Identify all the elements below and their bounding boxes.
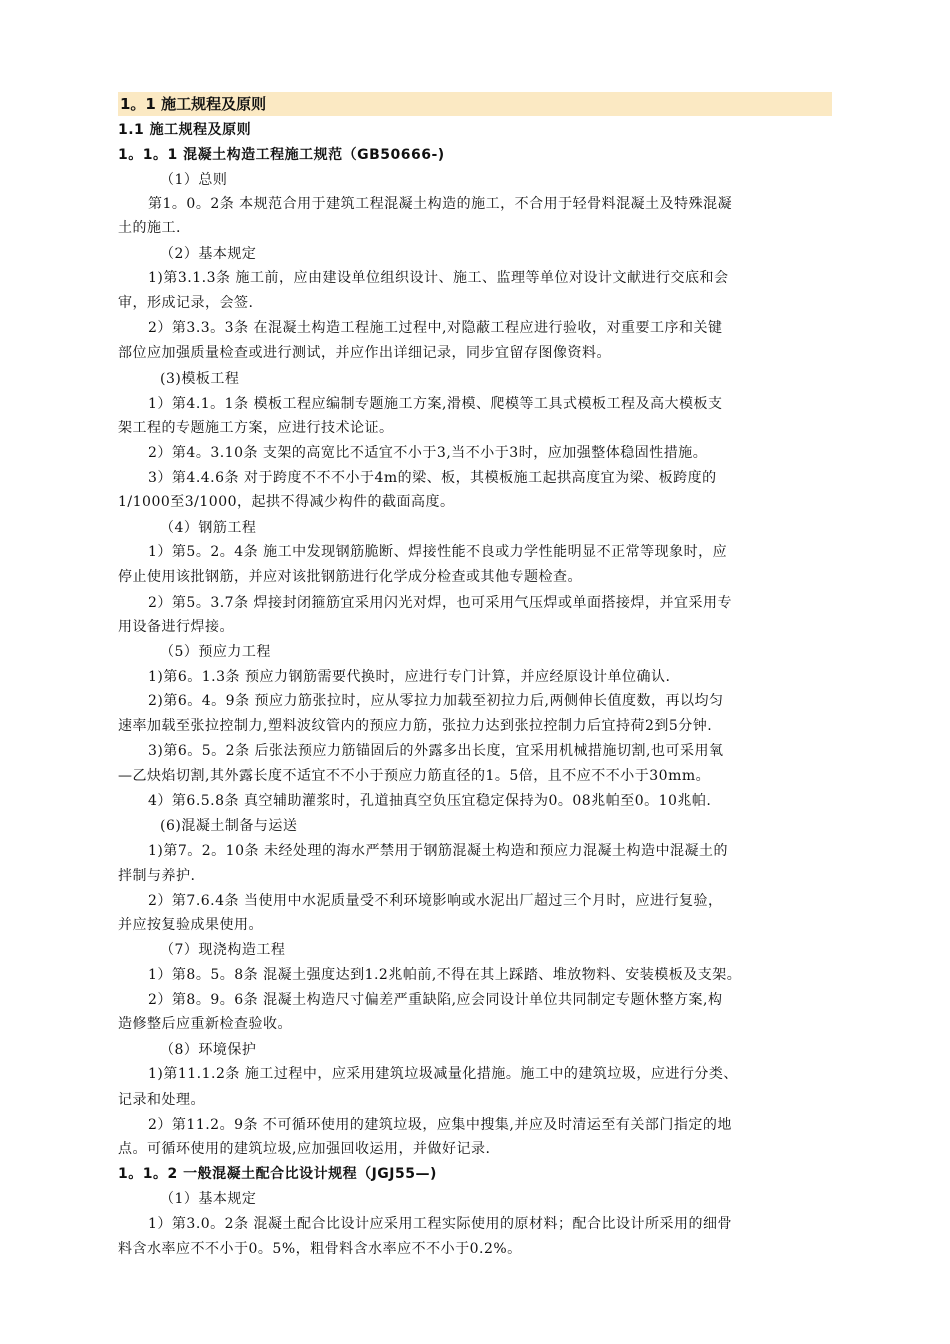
paragraph-line: 1）第5。2。4条 施工中发现钢筋脆断、焊接性能不良或力学性能明显不正常等现象时，应 (148, 544, 728, 560)
paragraph-line: 1）第3.0。2条 混凝土配合比设计应采用工程实际使用的原材料；配合比设计所采用的细骨 (148, 1216, 733, 1232)
clause-title: 1。1。2 一般混凝土配合比设计规程（JGJ55—) (118, 1166, 437, 1182)
paragraph-line: 料含水率应不不小于0。5%，粗骨料含水率应不不小于0.2%。 (118, 1241, 522, 1257)
paragraph-line: 3）第4.4.6条 对于跨度不不不小于4m的梁、板，其模板施工起拱高度宜为梁、板跨度的 (148, 470, 717, 486)
paragraph-line: 第1。0。2条 本规范合用于建筑工程混凝土构造的施工，不合用于轻骨料混凝土及特殊混凝 (148, 196, 733, 212)
subheading: （1）总则 (160, 172, 228, 188)
paragraph-line: 1)第6。1.3条 预应力钢筋需要代换时，应进行专门计算，并应经原设计单位确认. (148, 669, 671, 685)
subheading: （1）基本规定 (160, 1191, 257, 1207)
paragraph-line: 并应按复验成果使用。 (118, 917, 263, 933)
paragraph-line: 速率加载至张拉控制力,塑料波纹管内的预应力筋，张拉力达到张拉控制力后宜持荷2到5分钟. (118, 718, 713, 734)
paragraph-line: 1）第4.1。1条 模板工程应编制专题施工方案,滑模、爬模等工具式模板工程及高大模板支 (148, 396, 723, 412)
subheading: (6)混凝土制备与运送 (160, 818, 298, 834)
section-heading-bar (118, 92, 832, 116)
paragraph-line: 架工程的专题施工方案，应进行技术论证。 (118, 420, 394, 436)
subheading: （4）钢筋工程 (160, 520, 257, 536)
paragraph-line: 1/1000至3/1000，起拱不得减少构件的截面高度。 (118, 494, 455, 510)
paragraph-line: 造修整后应重新检查验收。 (118, 1016, 292, 1032)
paragraph-line: 1)第11.1.2条 施工过程中，应采用建筑垃圾减量化措施。施工中的建筑垃圾，应进行分类、 (148, 1066, 738, 1082)
paragraph-line: 2）第7.6.4条 当使用中水泥质量受不利环境影响或水泥出厂超过三个月时，应进行复验， (148, 893, 723, 909)
paragraph-line: —乙炔焰切割,其外露长度不适宜不不小于预应力筋直径的1。5倍，且不应不不小于30mm。 (118, 768, 711, 784)
subsection-title: 1.1 施工规程及原则 (118, 122, 252, 138)
paragraph-line: 3)第6。5。2条 后张法预应力筋锚固后的外露多出长度，宜采用机械措施切割,也可采用氧 (148, 743, 724, 759)
paragraph-line: 部位应加强质量检查或进行测试，并应作出详细记录，同步宜留存图像资料。 (118, 345, 611, 361)
paragraph-line: 拌制与养护. (118, 868, 196, 884)
paragraph-line: 审，形成记录，会签. (118, 295, 254, 311)
paragraph-line: 停止使用该批钢筋，并应对该批钢筋进行化学成分检查或其他专题检查。 (118, 569, 582, 585)
paragraph-line: 1)第3.1.3条 施工前，应由建设单位组织设计、施工、监理等单位对设计文献进行交底和会 (148, 270, 729, 286)
subheading: （5）预应力工程 (160, 644, 271, 660)
clause-title: 1。1。1 混凝土构造工程施工规范（GB50666-) (118, 147, 445, 163)
subheading: （8）环境保护 (160, 1042, 257, 1058)
subheading: （2）基本规定 (160, 246, 257, 262)
section-heading: 1。1 施工规程及原则 (120, 95, 267, 113)
paragraph-line: 2）第11.2。9条 不可循环使用的建筑垃圾，应集中搜集,并应及时清运至有关部门指定的地 (148, 1117, 732, 1133)
paragraph-line: 2）第3.3。3条 在混凝土构造工程施工过程中,对隐蔽工程应进行验收，对重要工序和关键 (148, 320, 723, 336)
paragraph-line: 用设备进行焊接。 (118, 619, 234, 635)
paragraph-line: 2)第6。4。9条 预应力筋张拉时，应从零拉力加载至初拉力后,两侧伸长值度数，再以均匀 (148, 693, 724, 709)
paragraph-line: 2）第4。3.10条 支架的高宽比不适宜不小于3,当不小于3时，应加强整体稳固性措施。 (148, 445, 708, 461)
paragraph-line: 2）第8。9。6条 混凝土构造尺寸偏差严重缺陷,应会同设计单位共同制定专题休整方案,构 (148, 992, 723, 1008)
subheading: (3)模板工程 (160, 371, 240, 387)
paragraph-line: 记录和处理。 (118, 1092, 205, 1108)
paragraph-line: 1）第8。5。8条 混凝土强度达到1.2兆帕前,不得在其上踩踏、堆放物料、安装模板及支架。 (148, 967, 742, 983)
subheading: （7）现浇构造工程 (160, 942, 286, 958)
paragraph-line: 点。可循环使用的建筑垃圾,应加强回收运用，并做好记录. (118, 1141, 491, 1157)
paragraph-line: 2）第5。3.7条 焊接封闭箍筋宜采用闪光对焊，也可采用气压焊或单面搭接焊，并宜采用专 (148, 595, 733, 611)
paragraph-line: 土的施工. (118, 220, 181, 236)
paragraph-line: 1)第7。2。10条 未经处理的海水严禁用于钢筋混凝土构造和预应力混凝土构造中混凝土的 (148, 843, 728, 859)
paragraph-line: 4）第6.5.8条 真空辅助灌浆时，孔道抽真空负压宜稳定保持为0。08兆帕至0。10兆帕. (148, 793, 712, 809)
